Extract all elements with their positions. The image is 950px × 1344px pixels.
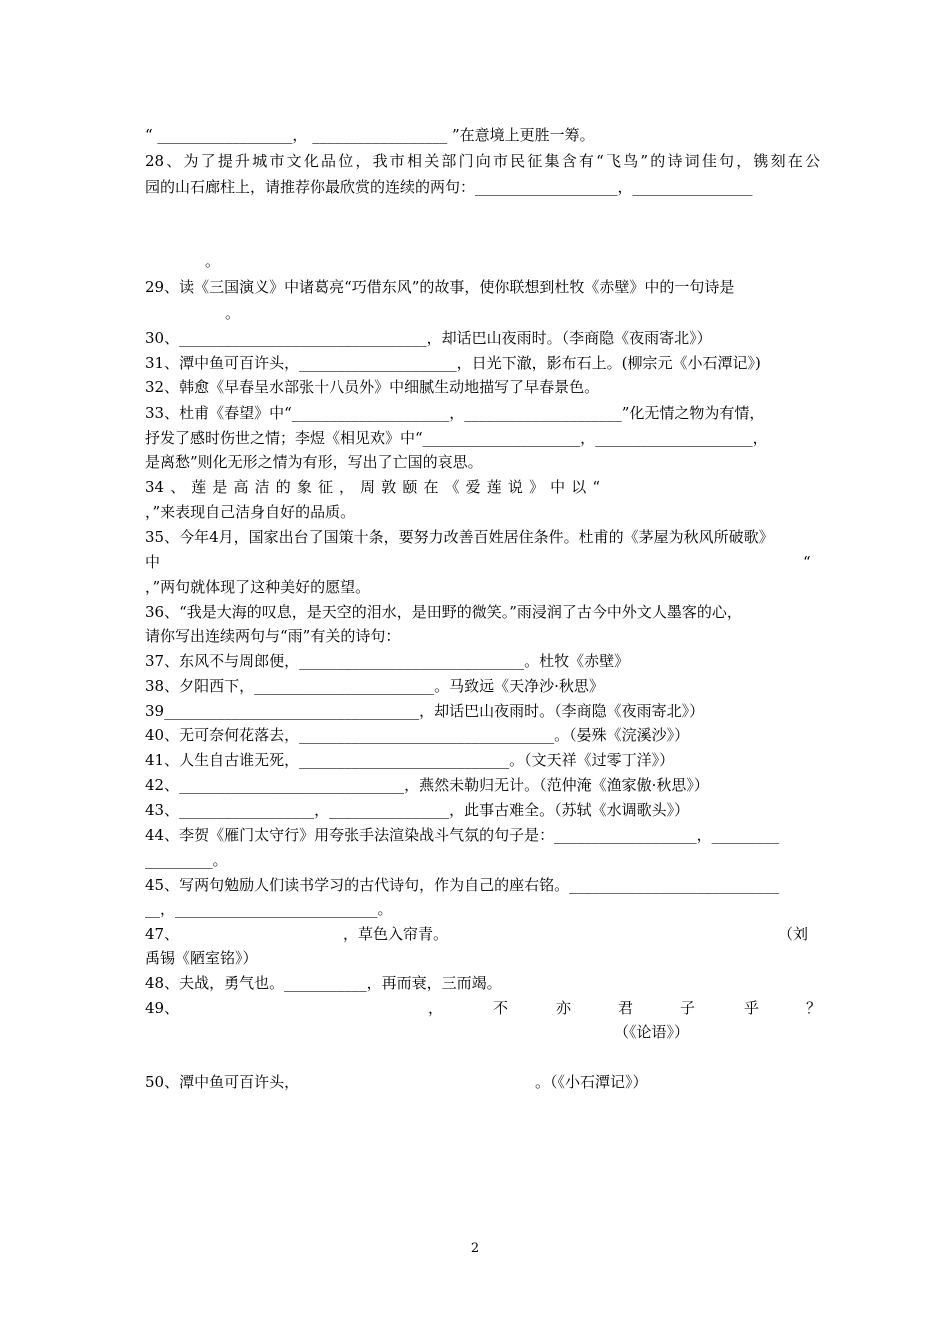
question-43: 43、__________________，________________，此事古难全。（苏轼《水调歌头》） — [145, 801, 690, 819]
text-line: __，___________________________。 — [145, 900, 393, 918]
question-33: 33、杜甫《春望》中“_____________________，_____________________”化无情之物为有情， — [145, 404, 765, 422]
text-line: 子 — [680, 999, 696, 1017]
text-line: 。（《小石潭记》） — [535, 1073, 648, 1091]
text-line: 。 — [205, 252, 221, 270]
page-number: 2 — [470, 1241, 480, 1256]
text-line: （《论语》） — [614, 1023, 690, 1041]
question-45: 45、写两句勉励人们读书学习的古代诗句，作为自己的座右铭。____________________________ — [145, 876, 780, 894]
question-35: 35、今年4月，国家出台了国策十条，要努力改善百姓居住条件。杜甫的《茅屋为秋风所破歌》 — [145, 528, 774, 546]
text-line: 君 — [618, 999, 634, 1017]
text-line: 亦 — [556, 999, 572, 1017]
question-28: 28、为了提升城市文化品位，我市相关部门向市民征集含有“飞鸟”的诗词佳句，镌刻在公 — [145, 152, 820, 170]
text-line: ，”两句就体现了这种美好的愿望。 — [145, 578, 371, 596]
question-47-number: 47、 — [145, 925, 180, 943]
question-36: 36、“我是大海的叹息，是天空的泪水，是田野的微笑。”雨浸润了古今中外文人墨客的心， — [145, 603, 742, 621]
question-30: 30、_________________________________，却话巴山夜雨时。（李商隐《夜雨寄北》） — [145, 329, 712, 347]
text-line: （刘 — [778, 925, 809, 943]
text-line: _________。 — [145, 851, 228, 869]
text-line: 中 — [145, 553, 161, 571]
text-line: 园的山石廊柱上，请推荐你最欣赏的连续的两句：___________________，________________ — [145, 178, 753, 196]
text-line: 乎 — [744, 999, 760, 1017]
question-34: 34、莲是高洁的象征，周敦颐在《爱莲说》中以“ — [145, 478, 600, 496]
text-line: 禹锡《陋室铭》） — [145, 949, 258, 967]
question-38: 38、夕阳西下，________________________。马致远《天净沙·秋思》 — [145, 677, 604, 695]
question-31: 31、潭中鱼可百许头，_____________________，日光下澈，影布石上。(柳宗元《小石潭记》) — [145, 354, 761, 372]
question-48: 48、夫战，勇气也。___________，再而衰，三而竭。 — [145, 974, 502, 992]
question-40: 40、无可奈何花落去，__________________________________。（晏殊《浣溪沙》） — [145, 726, 690, 744]
question-41: 41、人生自古谁无死，____________________________。（文天祥《过零丁洋》） — [145, 751, 675, 769]
text-line: 抒发了感时伤世之情；李煜《相见欢》中“_____________________，_____________________， — [145, 429, 768, 447]
question-32: 32、韩愈《早春呈水部张十八员外》中细腻生动地描写了早春景色。 — [145, 378, 600, 396]
text-line: “ __________________， __________________ ”在意境上更胜一筹。 — [145, 126, 595, 144]
text-line: ，草色入帘青。 — [343, 925, 449, 943]
question-50: 50、潭中鱼可百许头， — [145, 1073, 300, 1091]
text-line: ， — [428, 999, 444, 1017]
question-42: 42、______________________________，燕然未勒归无计。（范仲淹《渔家傲·秋思》） — [145, 776, 709, 794]
question-29: 29、读《三国演义》中诸葛亮“巧借东风”的故事，使你联想到杜牧《赤壁》中的一句诗是 — [145, 278, 735, 296]
question-37: 37、东风不与周郎便，______________________________。杜牧《赤壁》 — [145, 652, 630, 670]
text-line: “ — [803, 553, 811, 571]
text-line: ，”来表现自己洁身自好的品质。 — [145, 503, 356, 521]
text-line: 是离愁”则化无形之情为有形，写出了亡国的哀思。 — [145, 453, 483, 471]
text-line: 不 — [493, 999, 509, 1017]
text-line: ？ — [806, 999, 822, 1017]
text-line: 。 — [225, 304, 241, 322]
question-44: 44、李贺《雁门太守行》用夸张手法渲染战斗气氛的句子是：___________________，_________ — [145, 826, 780, 844]
question-49-number: 49、 — [145, 999, 180, 1017]
text-line: 请你写出连续两句与“雨”有关的诗句： — [145, 627, 401, 645]
question-39: 39__________________________________，却话巴山夜雨时。（李商隐《夜雨寄北》） — [145, 702, 705, 720]
